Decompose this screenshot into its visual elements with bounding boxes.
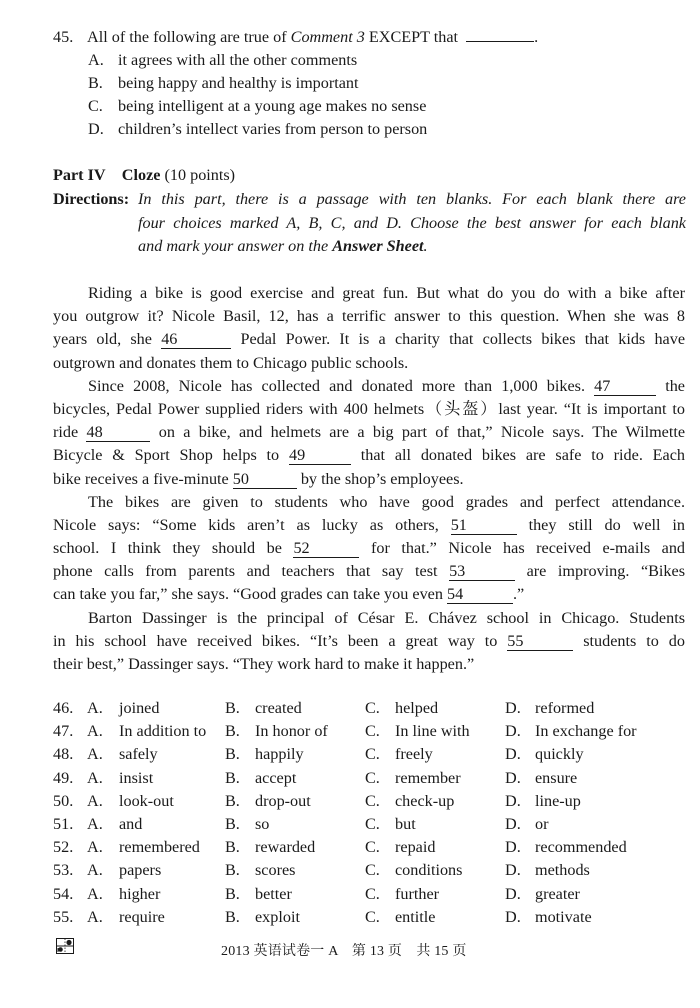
- option-a: safely: [119, 745, 158, 764]
- option-b: so: [255, 814, 270, 833]
- option-c: freely: [395, 745, 433, 764]
- option-label-a: A.: [87, 722, 103, 741]
- option-a: papers: [119, 861, 162, 880]
- blank-49: 49: [289, 447, 351, 465]
- directions-label: Directions:: [53, 190, 130, 208]
- passage-text: that all donated bikes are safe to ride. Each: [360, 446, 686, 465]
- option-row: [53, 906, 653, 929]
- passage-text: in his school have received bikes. “It’s been a great way to: [53, 631, 498, 650]
- stem-text: All of the following are true of: [87, 28, 291, 46]
- option-label-d: D.: [505, 838, 521, 857]
- passage-text: students to do: [583, 631, 685, 650]
- option-row: [53, 836, 653, 859]
- part-name: Cloze: [121, 166, 161, 184]
- page-marker-icon: [56, 938, 74, 954]
- page-footer: 2013 英语试卷一 A 第 13 页 共 15 页: [221, 944, 467, 959]
- passage-line: outgrown and donates them to Chicago public schools.: [53, 353, 409, 372]
- stem-italic: Comment 3: [290, 28, 365, 46]
- passage-line: [53, 537, 685, 560]
- question-45-option-a: [88, 49, 357, 72]
- directions-line: [138, 235, 686, 259]
- option-c: conditions: [395, 861, 463, 880]
- cloze-options-table: [53, 697, 653, 929]
- option-label: C.: [88, 97, 103, 115]
- option-d: greater: [535, 884, 580, 903]
- option-label-d: D.: [505, 768, 521, 787]
- passage-line: Riding a bike is good exercise and great fun. But what do you do with a bike after: [88, 284, 685, 302]
- part-number: Part IV: [53, 166, 106, 184]
- option-label-b: B.: [225, 907, 240, 926]
- answer-sheet-emphasis: Answer Sheet: [332, 237, 424, 255]
- option-label-d: D.: [505, 884, 521, 903]
- option-label-d: D.: [505, 699, 521, 717]
- question-45-stem: [87, 26, 538, 49]
- blank-47: 47: [594, 378, 656, 396]
- option-label-c: C.: [365, 791, 380, 810]
- passage-text: are improving. “Bikes: [526, 562, 686, 581]
- stem-text-after: EXCEPT that: [364, 28, 459, 46]
- option-b: rewarded: [255, 838, 316, 857]
- option-d: motivate: [535, 907, 592, 926]
- option-c: further: [395, 884, 440, 903]
- option-label: A.: [88, 51, 104, 69]
- question-45-number: 45.: [53, 28, 74, 46]
- option-c: In line with: [395, 722, 470, 741]
- passage-text: .”: [513, 585, 525, 604]
- option-row: [53, 813, 653, 836]
- option-d: quickly: [535, 745, 584, 764]
- option-c: helped: [395, 699, 439, 717]
- passage-line: The bikes are given to students who have good grades and perfect attendance.: [88, 492, 685, 511]
- option-label-d: D.: [505, 907, 521, 926]
- passage-text: years old, she: [53, 330, 152, 349]
- passage-text: Pedal Power. It is a charity that collects bikes that kids have: [240, 330, 686, 349]
- option-label-b: B.: [225, 745, 240, 764]
- option-label-a: A.: [87, 884, 103, 903]
- option-label-a: A.: [87, 861, 103, 880]
- option-d: line-up: [535, 791, 581, 810]
- option-row: [53, 767, 653, 790]
- passage-text: can take you far,” she says. “Good grades can take you even: [53, 585, 443, 604]
- passage-line: [53, 468, 685, 491]
- blank-55: 55: [507, 633, 573, 651]
- question-45-option-c: [88, 95, 426, 118]
- part-title: [53, 164, 235, 187]
- question-number: 47.: [53, 722, 74, 741]
- option-label-a: A.: [87, 814, 103, 833]
- option-label-b: B.: [225, 768, 240, 787]
- directions-line: In this part, there is a passage with ten blanks. For each blank there are: [138, 190, 686, 208]
- option-label-c: C.: [365, 722, 380, 741]
- option-text: it agrees with all the other comments: [118, 51, 358, 69]
- option-label-c: C.: [365, 907, 380, 926]
- option-d: ensure: [535, 768, 578, 787]
- option-d: methods: [535, 861, 590, 880]
- question-number: 49.: [53, 768, 74, 787]
- passage-line: bicycles, Pedal Power supplied riders with 400 helmets（头盔）last year. “It is important to: [53, 399, 685, 418]
- passage-line: [53, 328, 685, 351]
- option-label-c: C.: [365, 814, 380, 833]
- passage-text: for that.” Nicole has received e-mails and: [370, 539, 686, 558]
- option-a: insist: [119, 768, 154, 787]
- option-label-b: B.: [225, 884, 240, 903]
- option-b: drop-out: [255, 791, 311, 810]
- question-number: 52.: [53, 838, 74, 857]
- option-b: In honor of: [255, 722, 328, 741]
- option-c: remember: [395, 768, 461, 787]
- passage-text: by the shop’s employees.: [300, 469, 464, 488]
- option-b: better: [255, 884, 292, 903]
- option-label-c: C.: [365, 768, 380, 787]
- passage-text: on a bike, and helmets are a big part of that,” Nicole says. The Wilmette: [158, 423, 686, 442]
- directions-period: .: [423, 237, 428, 255]
- option-row: [53, 743, 653, 766]
- passage-line: [53, 583, 685, 606]
- option-c: check-up: [395, 791, 455, 810]
- option-label: D.: [88, 120, 104, 138]
- passage-line: [53, 630, 685, 653]
- directions-line: four choices marked A, B, C, and D. Choose the best answer for each blank: [138, 213, 686, 232]
- option-c: entitle: [395, 907, 436, 926]
- passage-line: you outgrow it? Nicole Basil, 12, has a terrific answer to this question. When she was 8: [53, 307, 685, 326]
- question-number: 51.: [53, 814, 74, 833]
- question-number: 48.: [53, 745, 74, 764]
- blank-51: 51: [451, 517, 517, 535]
- question-number: 53.: [53, 861, 74, 880]
- option-b: scores: [255, 861, 296, 880]
- cloze-passage: [53, 282, 685, 676]
- option-a: In addition to: [119, 722, 207, 741]
- part-points: (10 points): [160, 166, 236, 184]
- option-text: children’s intellect varies from person to person: [118, 120, 428, 138]
- option-a: look-out: [119, 791, 174, 810]
- passage-line: [53, 375, 685, 398]
- option-label-c: C.: [365, 884, 380, 903]
- option-label-d: D.: [505, 791, 521, 810]
- option-b: exploit: [255, 907, 300, 926]
- option-label-a: A.: [87, 745, 103, 764]
- option-label: B.: [88, 74, 103, 92]
- passage-text: Nicole says: “Some kids aren’t as lucky as others,: [53, 515, 439, 534]
- option-row: [53, 697, 653, 720]
- option-label-a: A.: [87, 907, 103, 926]
- question-number: 54.: [53, 884, 74, 903]
- passage-text: bike receives a five-minute: [53, 469, 229, 488]
- option-row: [53, 720, 653, 743]
- question-45-option-d: [88, 118, 427, 141]
- option-text: being happy and healthy is important: [118, 74, 359, 92]
- option-text: being intelligent at a young age makes no sense: [118, 97, 427, 115]
- option-c: repaid: [395, 838, 436, 857]
- option-row: [53, 883, 653, 906]
- answer-blank: [466, 27, 534, 42]
- passage-line: [53, 514, 685, 537]
- directions-text-part: and mark your answer on the: [138, 237, 333, 255]
- option-label-b: B.: [225, 699, 240, 717]
- option-a: and: [119, 814, 143, 833]
- question-number: 50.: [53, 791, 74, 810]
- option-label-b: B.: [225, 838, 240, 857]
- passage-line: [53, 560, 685, 583]
- blank-48: 48: [86, 424, 150, 442]
- passage-text: school. I think they should be: [53, 539, 282, 558]
- passage-line: [53, 444, 685, 467]
- option-label-a: A.: [87, 791, 103, 810]
- option-label-d: D.: [505, 745, 521, 764]
- blank-54: 54: [447, 586, 513, 604]
- option-d: reformed: [535, 699, 595, 717]
- option-label-a: A.: [87, 699, 103, 717]
- option-a: joined: [119, 699, 160, 717]
- option-d: In exchange for: [535, 722, 637, 741]
- passage-text: phone calls from parents and teachers that say test: [53, 562, 438, 581]
- option-label-d: D.: [505, 722, 521, 741]
- option-row: [53, 859, 653, 882]
- option-c: but: [395, 814, 416, 833]
- option-b: happily: [255, 745, 304, 764]
- option-b: created: [255, 699, 302, 717]
- option-label-a: A.: [87, 838, 103, 857]
- blank-52: 52: [293, 540, 359, 558]
- option-label-c: C.: [365, 838, 380, 857]
- option-a: remembered: [119, 838, 200, 857]
- option-label-b: B.: [225, 814, 240, 833]
- blank-46: 46: [161, 331, 231, 349]
- option-label-c: C.: [365, 699, 380, 717]
- option-label-c: C.: [365, 745, 380, 764]
- option-label-b: B.: [225, 791, 240, 810]
- option-label-a: A.: [87, 768, 103, 787]
- option-a: require: [119, 907, 165, 926]
- option-d: recommended: [535, 838, 627, 857]
- question-number: 46.: [53, 699, 74, 717]
- passage-text: Bicycle & Sport Shop helps to: [53, 446, 280, 465]
- option-a: higher: [119, 884, 161, 903]
- option-d: or: [535, 814, 549, 833]
- blank-50: 50: [233, 471, 297, 489]
- passage-text: the: [665, 376, 685, 395]
- option-row: [53, 790, 653, 813]
- option-label-b: B.: [225, 722, 240, 741]
- option-label-d: D.: [505, 861, 521, 880]
- passage-line: [53, 421, 685, 444]
- passage-line: their best,” Dassinger says. “They work hard to make it happen.”: [53, 655, 475, 673]
- passage-text: they still do well in: [528, 515, 686, 534]
- blank-53: 53: [449, 563, 515, 581]
- option-label-c: C.: [365, 861, 380, 880]
- question-45-option-b: [88, 72, 359, 95]
- option-label-d: D.: [505, 814, 521, 833]
- passage-line: Barton Dassinger is the principal of César E. Chávez school in Chicago. Students: [88, 608, 685, 627]
- option-b: accept: [255, 768, 297, 787]
- question-number: 55.: [53, 907, 74, 926]
- passage-text: Since 2008, Nicole has collected and donated more than 1,000 bikes.: [88, 376, 585, 395]
- passage-text: ride: [53, 423, 79, 442]
- stem-end: .: [534, 28, 539, 46]
- option-label-b: B.: [225, 861, 240, 880]
- directions-text: [138, 188, 686, 259]
